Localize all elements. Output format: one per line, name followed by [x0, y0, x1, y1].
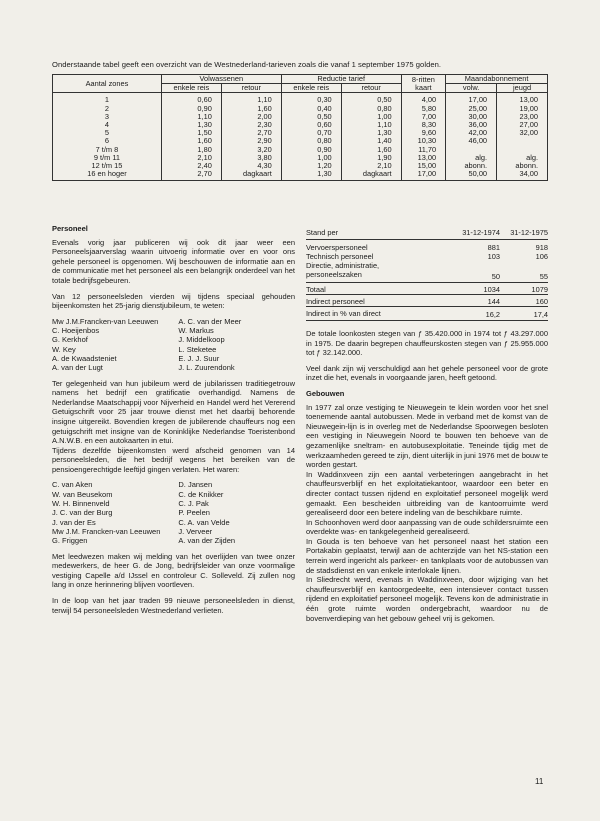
personeel-paragraph-6: In de loop van het jaar traden 99 nieuwe personeelsleden in dienst, terwijl 54 personeelsleden Westnederland verlieten. — [52, 595, 295, 615]
dank-paragraph: Veel dank zijn wij verschuldigd aan het gehele personeel voor de grote inzet die het, evenals in voorgaande jaren, heeft getoond. — [306, 363, 548, 383]
header-reductie: Reductie tarief — [281, 75, 401, 84]
name-item: C. J. Pak — [178, 499, 209, 509]
header-jeugd: jeugd — [497, 84, 548, 93]
table-cell: 0,50 — [341, 93, 401, 105]
table-cell: 2,10 — [161, 154, 221, 162]
header-retour-volw: retour — [221, 84, 281, 93]
table-row — [53, 170, 548, 181]
table-cell: 4,30 — [221, 162, 281, 170]
table-cell: 34,00 — [497, 170, 548, 181]
table-cell: 7 t/m 8 — [53, 146, 162, 154]
staff-row-1975: 55 — [539, 271, 548, 281]
table-cell: 2,40 — [161, 162, 221, 170]
name-item: W. H. Binnenveld — [52, 499, 110, 509]
table-row — [306, 252, 548, 261]
header-enkele-reis-red: enkele reis — [281, 84, 341, 93]
gebouwen-paragraph-3: In Schoonhoven werd door aanpassing van de oude schildersruimte een overdekte was- en tankgelegenheid gerealiseerd. — [306, 517, 548, 537]
name-item: G. Kerkhof — [52, 335, 88, 345]
name-item: W. Key — [52, 344, 76, 354]
table-cell: 25,00 — [446, 105, 497, 113]
table-cell: 2,10 — [341, 162, 401, 170]
table-cell: 10,30 — [401, 137, 446, 145]
staff-indirect-1975: 160 — [500, 295, 548, 307]
gebouwen-paragraph-4: In Gouda is ten behoeve van het personeel naast het station een Portakabin geplaatst, terwijl aan de achterzijde van het NS-station een terrein werd ingericht als parkeer- en tankplaats voor de autobussen van de stadsdienst en van enkele interlokale lijnen. — [306, 536, 548, 575]
table-row — [53, 146, 548, 154]
name-item: Mw J.M.Francken-van Leeuwen — [52, 316, 159, 326]
name-item: P. Peelen — [178, 508, 210, 518]
table-cell: 1 — [53, 93, 162, 105]
staff-row-1974: 50 — [491, 271, 500, 281]
table-row — [306, 283, 548, 295]
table-cell — [497, 137, 548, 145]
table-cell: 12 t/m 15 — [53, 162, 162, 170]
staff-total-1975: 1079 — [500, 283, 548, 295]
table-cell — [497, 146, 548, 154]
right-column — [306, 228, 548, 629]
header-zones: Aantal zones — [53, 75, 162, 93]
name-item: G. Friggen — [52, 536, 88, 546]
header-maand: Maandabonnement — [446, 75, 548, 84]
table-cell: 1,10 — [161, 113, 221, 121]
table-cell: 23,00 — [497, 113, 548, 121]
name-item: E. J. J. Suur — [178, 353, 220, 363]
table-row — [306, 261, 548, 270]
staff-header-1974: 31-12-1974 — [446, 228, 500, 240]
table-cell: 30,00 — [446, 113, 497, 121]
name-item: L. Steketee — [178, 344, 217, 354]
table-cell: 0,80 — [281, 137, 341, 145]
table-row — [53, 137, 548, 145]
name-item: A. van der Lugt — [52, 363, 103, 373]
loonkosten-paragraph: De totale loonkosten stegen van ƒ 35.420.000 in 1974 tot ƒ 43.297.000 in 1975. De daarin begrepen chauffeurskosten stegen van ƒ 25.955.000 tot ƒ 32.142.000. — [306, 329, 548, 358]
table-cell: alg. — [497, 154, 548, 162]
header-volwassenen: Volwassenen — [161, 75, 281, 84]
table-cell: 1,50 — [161, 129, 221, 137]
table-cell: 2,00 — [221, 113, 281, 121]
gebouwen-heading: Gebouwen — [306, 388, 345, 398]
table-cell: 0,60 — [161, 93, 221, 105]
table-cell: 0,90 — [281, 146, 341, 154]
staff-row-label: Technisch personeel — [306, 252, 374, 261]
table-cell: 6 — [53, 137, 162, 145]
name-item: W. Markus — [178, 326, 214, 336]
personeel-paragraph-5: Met leedwezen maken wij melding van het overlijden van twee onzer medewerkers, de heer G. de Jong, bedrijfsleider van onze voormalige vestiging Capelle a/d IJssel en controleur C. Solleveld. Zij zullen nog lang in onze herinnering blijven voortleven. — [52, 551, 295, 590]
table-cell: abonn. — [497, 162, 548, 170]
gebouwen-paragraph-2: In Waddinxveen zijn een aantal verbeteringen aangebracht in het chauffeursverblijf en het exploitatiekantoor, waardoor een beter en directer contact tussen rijdend en exploitatief personeel mogelijk werd gemaakt. Een bescheiden uitbreiding van de kantoorruimte werd gerealiseerd door een betere indeling van de beschikbare ruimte. — [306, 469, 548, 518]
staff-indirect-pct-1974: 16,2 — [446, 307, 500, 321]
table-cell: 1,30 — [281, 170, 341, 181]
personeel-heading: Personeel — [52, 224, 88, 233]
staff-indirect-1974: 144 — [446, 295, 500, 307]
name-item: C. Hoeijenbos — [52, 326, 100, 336]
table-cell: 1,30 — [341, 129, 401, 137]
staff-row-1975 — [500, 261, 548, 270]
table-cell: 19,00 — [497, 105, 548, 113]
table-row — [306, 270, 548, 283]
table-cell: 13,00 — [401, 154, 446, 162]
page-number: 11 — [535, 777, 544, 786]
header-ritten: 8-ritten kaart — [401, 75, 446, 93]
name-item: J. van der Es — [52, 517, 96, 527]
table-cell: 2,70 — [221, 129, 281, 137]
personeel-paragraph-1: Evenals vorig jaar publiceren wij ook dit jaar weer een Personeelsjaarverslag waarin uitvoerig informatie over en voor ons gehele personeel is opgenomen. Wij beschouwen de informatie aan en de communicatie met het personeel als een belangrijk onderdeel van het totale bedrijfsgebeuren. — [52, 237, 295, 285]
table-cell: 2 — [53, 105, 162, 113]
name-item: A. de Kwaadsteniet — [52, 353, 117, 363]
table-cell: dagkaart — [341, 170, 401, 181]
table-cell: 36,00 — [446, 121, 497, 129]
table-row — [306, 240, 548, 253]
table-cell: 1,60 — [161, 137, 221, 145]
table-cell: 27,00 — [497, 121, 548, 129]
table-cell: 0,30 — [281, 93, 341, 105]
name-item: C. de Knikker — [178, 489, 224, 499]
intro-text: Onderstaande tabel geeft een overzicht van de Westnederland-tarieven zoals die vanaf 1 september 1975 golden. — [52, 60, 442, 69]
table-cell: 1,00 — [281, 154, 341, 162]
table-cell: 17,00 — [446, 93, 497, 105]
table-cell: 0,60 — [281, 121, 341, 129]
table-cell: 42,00 — [446, 129, 497, 137]
table-cell: 8,30 — [401, 121, 446, 129]
header-enkele-reis-volw: enkele reis — [161, 84, 221, 93]
table-cell: 17,00 — [401, 170, 446, 181]
name-item: A. van der Zijden — [178, 536, 236, 546]
table-cell: dagkaart — [221, 170, 281, 181]
name-item: J. Verveer — [178, 526, 213, 536]
table-cell: 3,20 — [221, 146, 281, 154]
table-cell: 15,00 — [401, 162, 446, 170]
table-cell: 1,60 — [221, 105, 281, 113]
table-cell: 0,70 — [281, 129, 341, 137]
table-cell: 46,00 — [446, 137, 497, 145]
gepensioneerden-list — [52, 480, 295, 545]
table-cell: 1,30 — [161, 121, 221, 129]
name-item: D. Jansen — [178, 480, 213, 490]
table-cell: 50,00 — [446, 170, 497, 181]
table-cell: abonn. — [446, 162, 497, 170]
staff-row-label: personeelszaken — [306, 270, 362, 279]
header-retour-red: retour — [341, 84, 401, 93]
table-cell: 1,80 — [161, 146, 221, 154]
table-cell: 1,10 — [341, 121, 401, 129]
name-item: A. C. van der Meer — [178, 316, 242, 326]
staff-header-1975: 31-12-1975 — [500, 228, 548, 240]
staff-header-label: Stand per — [306, 228, 446, 240]
table-cell: 32,00 — [497, 129, 548, 137]
gebouwen-paragraph-5: In Sliedrecht werd, evenals in Waddinxveen, door wijziging van het chauffeursverblijf en kantoorgedeelte, een intensiever contact tussen rijdend en exploitatief personeel mogelijk. Tevens kon de administratie in één grote ruimte worden ondergebracht, waardoor nu de bovenverdieping van het gebouw geheel vrij is gekomen. — [306, 575, 548, 623]
table-cell: 0,50 — [281, 113, 341, 121]
table-cell: 0,80 — [341, 105, 401, 113]
table-cell: 7,00 — [401, 113, 446, 121]
header-volw: volw. — [446, 84, 497, 93]
staff-table — [306, 228, 548, 321]
table-cell: 13,00 — [497, 93, 548, 105]
staff-row-1975: 918 — [535, 243, 548, 252]
name-item: Mw J.M. Francken-van Leeuwen — [52, 526, 161, 536]
table-cell: 1,60 — [341, 146, 401, 154]
table-row — [306, 295, 548, 307]
table-cell: alg. — [446, 154, 497, 162]
table-cell: 0,90 — [161, 105, 221, 113]
table-cell: 4,00 — [401, 93, 446, 105]
name-item: C. van Aken — [52, 480, 93, 490]
table-cell: 1,10 — [221, 93, 281, 105]
table-cell: 3 — [53, 113, 162, 121]
table-cell: 16 en hoger — [53, 170, 162, 181]
table-cell: 1,00 — [341, 113, 401, 121]
table-cell: 2,70 — [161, 170, 221, 181]
staff-row-1974 — [446, 261, 500, 270]
staff-row-1974: 103 — [487, 252, 500, 261]
tariff-table — [52, 74, 548, 181]
table-cell: 0,40 — [281, 105, 341, 113]
table-cell — [446, 146, 497, 154]
table-row — [306, 307, 548, 321]
staff-indirect-label: Indirect personeel — [306, 295, 446, 307]
name-item: C. A. van Velde — [178, 517, 230, 527]
staff-total-1974: 1034 — [446, 283, 500, 295]
table-cell: 1,40 — [341, 137, 401, 145]
table-cell: 2,90 — [221, 137, 281, 145]
table-cell: 9,60 — [401, 129, 446, 137]
table-cell: 1,20 — [281, 162, 341, 170]
name-item: J. C. van der Burg — [52, 508, 113, 518]
staff-indirect-pct-label: Indirect in % van direct — [306, 307, 446, 321]
table-cell: 3,80 — [221, 154, 281, 162]
table-cell: 4 — [53, 121, 162, 129]
table-cell: 11,70 — [401, 146, 446, 154]
gebouwen-paragraph-1: In 1977 zal onze vestiging te Nieuwegein te klein worden voor het snel toenemende aantal autobussen. Mede in verband met de komst van de Nieuwegein-lijn is in overleg met de Nederlandse Spoorwegen besloten een vestiging in Nieuwegein Noord te bouwen ten behoeve van de gezamenlijke sneltram- en autobusexploitatie. Teneinde tijdig met de werkzaamheden gereed te zijn, dient uiterlijk in juni 1976 met de bouw te worden gestart. — [306, 402, 548, 470]
table-cell: 2,30 — [221, 121, 281, 129]
staff-row-1974: 881 — [487, 243, 500, 252]
table-row — [53, 93, 548, 105]
name-item: J. L. Zuurendonk — [178, 363, 235, 373]
staff-row-label: Vervoerspersoneel — [306, 243, 368, 252]
table-cell: 1,90 — [341, 154, 401, 162]
personeel-paragraph-2: Van 12 personeelsleden vierden wij tijdens speciaal gehouden bijeenkomsten het 25-jarig dienstjubileum, te weten: — [52, 291, 295, 311]
staff-indirect-pct-1975: 17,4 — [500, 307, 548, 321]
name-item: J. Middelkoop — [178, 335, 225, 345]
name-item: W. van Beusekom — [52, 489, 113, 499]
table-cell: 5 — [53, 129, 162, 137]
left-column — [52, 224, 295, 621]
personeel-paragraph-4: Tijdens dezelfde bijeenkomsten werd afscheid genomen van 14 personeelsleden, die het bedrijf wegens het bereiken van de pensioengerechtigde leeftijd gingen verlaten. Het waren: — [52, 445, 295, 474]
staff-row-1975: 106 — [535, 252, 548, 261]
jubilarissen-list — [52, 317, 295, 373]
staff-total-label: Totaal — [306, 283, 446, 295]
staff-row-label: Directie, administratie, — [306, 261, 380, 270]
table-cell: 9 t/m 11 — [53, 154, 162, 162]
personeel-paragraph-3: Ter gelegenheid van hun jubileum werd de jubilarissen traditiegetrouw namens het bedrijf een gratificatie overhandigd. Namens de Nederlandse Maatschappij voor Nijverheid en Handel werd het Vererend Getuigschrift voor 25 jaar trouwe dienst met het daarbij behorende insigne uitgereikt. Bovendien kregen de jubilerende chauffeurs nog een getuigschrift met insigne van de Koninklijke Nederlandse Toeristenbond A.N.W.B. en een autokaarten in etui. — [52, 378, 295, 446]
table-cell: 5,80 — [401, 105, 446, 113]
